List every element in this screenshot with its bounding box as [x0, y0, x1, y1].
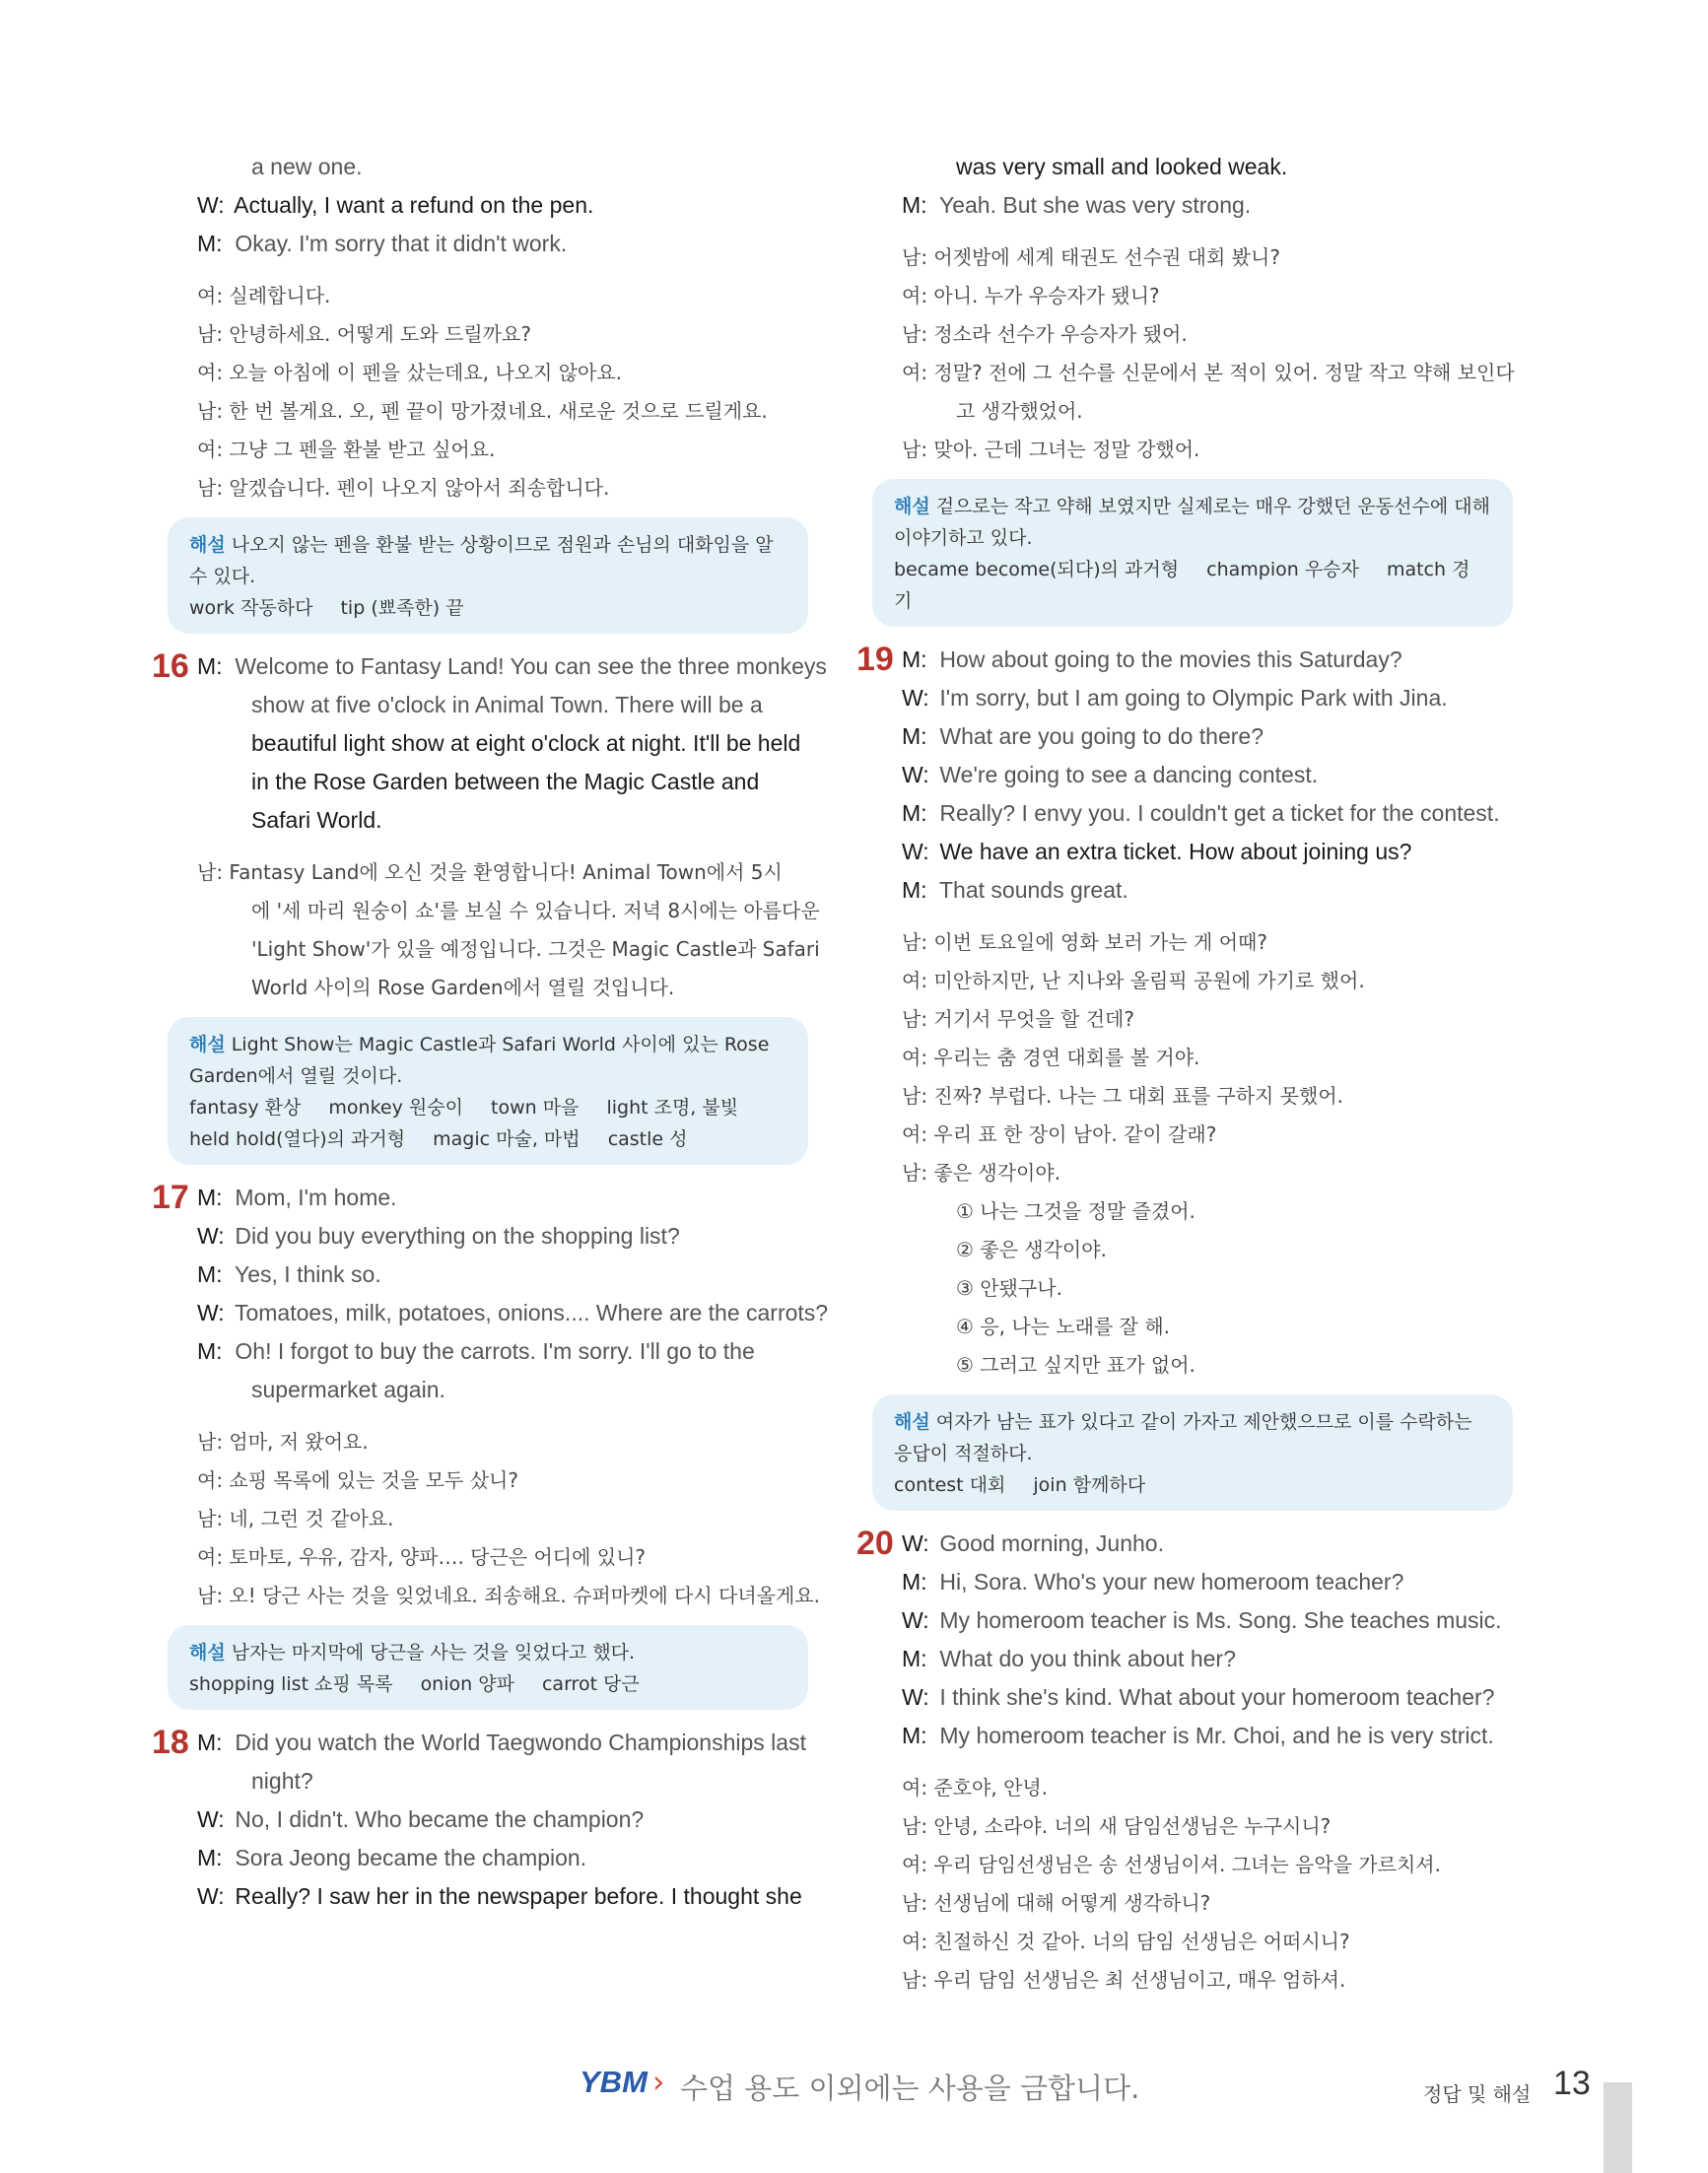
speaker-label: W: [902, 762, 929, 787]
explanation-body: 겉으로는 작고 약해 보였지만 실제로는 매우 강했던 운동선수에 대해 이야기하고 있다. [894, 496, 1490, 549]
speaker-label: M: [902, 800, 927, 826]
korean-line: 남: 정소라 선수가 우승자가 됐어. [902, 322, 1188, 346]
line-text: in the Rose Garden between the Magic Castle and [251, 769, 760, 794]
dialogue-line [902, 1601, 1552, 1640]
dialogue-line [902, 1717, 1552, 1755]
question-20 [856, 1525, 1552, 2000]
dialogue-line [197, 724, 848, 763]
line-text: Really? I envy you. I couldn't get a ticket for the contest. [939, 800, 1500, 826]
vocab-item: fantasy 환상 [189, 1097, 302, 1119]
line-text: I'm sorry, but I am going to Olympic Park with Jina. [939, 685, 1448, 711]
korean-line: 여: 오늘 아침에 이 펜을 샀는데요, 나오지 않아요. [197, 361, 623, 384]
korean-line: 남: 어젯밤에 세계 태권도 선수권 대회 봤니? [902, 245, 1280, 269]
speaker-label: W: [197, 192, 225, 218]
line-text: My homeroom teacher is Mr. Choi, and he is very strict. [939, 1723, 1494, 1748]
dialogue-line [197, 1217, 848, 1256]
vocab-item: became become(되다)의 과거형 [894, 559, 1180, 580]
dialogue-line [902, 1525, 1552, 1563]
korean-line: 남: 우리 담임 선생님은 최 선생님이고, 매우 엄하셔. [902, 1968, 1346, 1992]
q15-explanation-box [168, 517, 808, 634]
dialogue-line [197, 1762, 848, 1800]
explanation-text [894, 491, 1491, 554]
line-text: Did you watch the World Taegwondo Championships last [235, 1730, 806, 1755]
dialogue-line [902, 1640, 1552, 1678]
page-edge-tab [1604, 2082, 1632, 2173]
dialogue-line [902, 871, 1552, 910]
dialogue-line [197, 763, 848, 801]
speaker-label: M: [197, 1185, 223, 1210]
choice-1: ① 나는 그것을 정말 즐겼어. [956, 1199, 1196, 1223]
vocab-list [189, 592, 786, 624]
speaker-label: W: [902, 839, 929, 864]
line-text: Oh! I forgot to buy the carrots. I'm sorry. I'll go to the [235, 1338, 755, 1364]
explanation-body: 남자는 마지막에 당근을 사는 것을 잊었다고 했다. [231, 1642, 636, 1664]
page-footer [0, 2065, 1708, 2124]
line-text: How about going to the movies this Saturday? [939, 646, 1402, 672]
dialogue-line [197, 225, 848, 263]
korean-line: 남: Fantasy Land에 오신 것을 환영합니다! Animal Town에서 5시 [197, 860, 783, 884]
speaker-label: M: [902, 646, 927, 672]
dialogue-line [197, 647, 848, 686]
section-label: 정답 및 해설 [1423, 2082, 1532, 2106]
line-text: Yeah. But she was very strong. [938, 192, 1252, 218]
line-text: We're going to see a dancing contest. [939, 762, 1319, 787]
line-text: Okay. I'm sorry that it didn't work. [235, 231, 568, 256]
korean-line: 남: 한 번 볼게요. 오, 펜 끝이 망가졌네요. 새로운 것으로 드릴게요. [197, 399, 768, 423]
vocab-item: match 경기 [894, 559, 1470, 612]
korean-line: 남: 엄마, 저 왔어요. [197, 1430, 369, 1454]
speaker-label: M: [197, 653, 223, 679]
vocab-item: magic 마술, 마법 [433, 1128, 581, 1150]
explanation-tag: 해설 [894, 1411, 930, 1433]
korean-line: 남: 알겠습니다. 펜이 나오지 않아서 죄송합니다. [197, 476, 610, 500]
korean-line: 여: 아니. 누가 우승자가 됐니? [902, 284, 1160, 307]
line-text: Hi, Sora. Who's your new homeroom teacher? [939, 1569, 1404, 1595]
speaker-label: M: [197, 1338, 223, 1364]
question-17 [152, 1179, 848, 1710]
line-text: No, I didn't. Who became the champion? [235, 1806, 645, 1832]
line-text: Mom, I'm home. [235, 1185, 397, 1210]
explanation-tag: 해설 [189, 534, 226, 556]
dialogue-line [197, 186, 848, 225]
explanation-tag: 해설 [189, 1034, 226, 1055]
question-number: 17 [152, 1179, 189, 1216]
dialogue-line [902, 1563, 1552, 1601]
vocab-list [189, 1668, 786, 1700]
vocab-item: join 함께하다 [1033, 1474, 1146, 1496]
speaker-label: W: [197, 1300, 225, 1325]
usage-notice: 수업 용도 이외에는 사용을 금합니다. [680, 2071, 1140, 2105]
dialogue-line [902, 717, 1552, 756]
chevron-right-icon: › [652, 2065, 665, 2100]
choice-2: ② 좋은 생각이야. [956, 1238, 1107, 1261]
speaker-label: M: [197, 1845, 223, 1870]
korean-line: 여: 정말? 전에 그 선수를 신문에서 본 적이 있어. 정말 작고 약해 보인다 [902, 361, 1515, 384]
explanation-tag: 해설 [894, 496, 930, 517]
line-text: My homeroom teacher is Ms. Song. She teaches music. [939, 1607, 1502, 1633]
speaker-label: M: [902, 192, 927, 218]
line-text: a new one. [251, 154, 363, 179]
dialogue-line [197, 1179, 848, 1217]
explanation-text [894, 1406, 1491, 1469]
speaker-label: M: [902, 877, 927, 903]
speaker-label: W: [902, 1684, 929, 1710]
korean-line: 남: 맞아. 근데 그녀는 정말 강했어. [902, 438, 1200, 461]
explanation-text [189, 1637, 786, 1668]
dialogue-line [197, 148, 848, 186]
explanation-body: Light Show는 Magic Castle과 Safari World 사이에 있는 Rose Garden에서 열릴 것이다. [189, 1034, 770, 1087]
dialogue-line [197, 686, 848, 724]
korean-line: 남: 선생님에 대해 어떻게 생각하니? [902, 1891, 1211, 1915]
korean-line: 남: 거기서 무엇을 할 건데? [902, 1007, 1134, 1031]
explanation-body: 여자가 남는 표가 있다고 같이 가자고 제안했으므로 이를 수락하는 응답이 적절하다. [894, 1411, 1472, 1464]
speaker-label: W: [197, 1806, 225, 1832]
speaker-label: W: [197, 1223, 225, 1249]
vocab-item: contest 대회 [894, 1474, 1006, 1496]
line-text: We have an extra ticket. How about joining us? [939, 839, 1412, 864]
dialogue-line [197, 1294, 848, 1332]
korean-line: 여: 실례합니다. [197, 284, 331, 307]
question-number: 19 [856, 641, 894, 678]
korean-line: 남: 진짜? 부럽다. 나는 그 대회 표를 구하지 못했어. [902, 1084, 1344, 1108]
vocab-item: held hold(열다)의 과거형 [189, 1128, 406, 1150]
line-text: night? [251, 1768, 313, 1794]
q17-explanation-box [168, 1625, 808, 1710]
korean-line: 여: 친절하신 것 같아. 너의 담임 선생님은 어떠시니? [902, 1930, 1350, 1953]
left-column [152, 148, 848, 1916]
dialogue-line [902, 679, 1552, 717]
dialogue-line [902, 1678, 1552, 1717]
korean-line: 고 생각했었어. [956, 399, 1083, 423]
line-text: That sounds great. [938, 877, 1128, 903]
korean-line: 남: 오! 당근 사는 것을 잊었네요. 죄송해요. 슈퍼마켓에 다시 다녀올게요. [197, 1584, 821, 1607]
speaker-label: W: [902, 685, 929, 711]
q18-explanation-box [872, 479, 1513, 627]
ybm-logo: YBM [580, 2065, 648, 2099]
choice-4: ④ 응, 나는 노래를 잘 해. [956, 1315, 1170, 1338]
dialogue-line [197, 1724, 848, 1762]
korean-line: 남: 안녕, 소라야. 너의 새 담임선생님은 누구시니? [902, 1814, 1332, 1838]
line-text: supermarket again. [251, 1377, 445, 1402]
korean-line: 여: 토마토, 우유, 감자, 양파…. 당근은 어디에 있니? [197, 1545, 647, 1569]
korean-line: 여: 준호야, 안녕. [902, 1776, 1049, 1800]
speaker-label: M: [902, 723, 927, 749]
dialogue-line [197, 1256, 848, 1294]
line-text: What are you going to do there? [939, 723, 1264, 749]
korean-line: 여: 미안하지만, 난 지나와 올림픽 공원에 가기로 했어. [902, 969, 1365, 992]
korean-line: 여: 우리 표 한 장이 남아. 같이 갈래? [902, 1122, 1217, 1146]
dialogue-line [902, 186, 1552, 225]
line-text: was very small and looked weak. [956, 154, 1288, 179]
q15-korean-translation [197, 277, 848, 508]
page-number: 13 [1553, 2065, 1591, 2102]
q15-dialogue-tail [197, 148, 848, 263]
vocab-item: champion 우승자 [1206, 559, 1359, 580]
dialogue-line [197, 801, 848, 840]
question-number: 18 [152, 1724, 189, 1761]
line-text: Sora Jeong became the champion. [235, 1845, 587, 1870]
q18-dialogue-tail [902, 148, 1552, 225]
speaker-label: M: [197, 1261, 223, 1287]
korean-line: 남: 네, 그런 것 같아요. [197, 1507, 394, 1530]
korean-line: 에 '세 마리 원숭이 쇼'를 보실 수 있습니다. 저녁 8시에는 아름다운 [251, 899, 820, 922]
korean-line: 'Light Show'가 있을 예정입니다. 그것은 Magic Castle과 Safari [251, 937, 820, 961]
dialogue-line [902, 794, 1552, 833]
question-19 [856, 641, 1552, 1511]
line-text: I think she's kind. What about your homeroom teacher? [939, 1684, 1495, 1710]
vocab-item: town 마을 [491, 1097, 580, 1119]
korean-line: 여: 쇼핑 목록에 있는 것을 모두 샀니? [197, 1468, 518, 1492]
dialogue-line [197, 1371, 848, 1409]
dialogue-line [902, 756, 1552, 794]
speaker-label: M: [197, 231, 223, 256]
answer-choices [902, 1192, 1552, 1385]
line-text: Good morning, Junho. [939, 1530, 1164, 1556]
speaker-label: W: [902, 1607, 929, 1633]
choice-5: ⑤ 그러고 싶지만 표가 없어. [956, 1353, 1196, 1377]
speaker-label: W: [902, 1530, 929, 1556]
vocab-item: monkey 원숭이 [328, 1097, 463, 1119]
korean-line: 여: 우리는 춤 경연 대회를 볼 거야. [902, 1046, 1200, 1069]
line-text: Did you buy everything on the shopping list? [235, 1223, 680, 1249]
line-text: Really? I saw her in the newspaper before. I thought she [235, 1883, 802, 1909]
korean-line: 남: 안녕하세요. 어떻게 도와 드릴까요? [197, 322, 531, 346]
speaker-label: M: [902, 1569, 927, 1595]
line-text: beautiful light show at eight o'clock at night. It'll be held [251, 730, 801, 756]
vocab-list [894, 554, 1491, 617]
korean-line: 여: 우리 담임선생님은 송 선생님이셔. 그녀는 음악을 가르치셔. [902, 1853, 1441, 1876]
choice-3: ③ 안됐구나. [956, 1276, 1062, 1300]
speaker-label: M: [902, 1646, 927, 1671]
explanation-text [189, 529, 786, 592]
line-text: Actually, I want a refund on the pen. [234, 192, 594, 218]
korean-line: World 사이의 Rose Garden에서 열릴 것입니다. [251, 976, 675, 999]
dialogue-line [197, 1839, 848, 1877]
dialogue-line [902, 833, 1552, 871]
dialogue-line [197, 1800, 848, 1839]
vocab-item: light 조명, 불빛 [606, 1097, 739, 1119]
question-number: 20 [856, 1525, 894, 1562]
question-number: 16 [152, 647, 189, 685]
speaker-label: M: [902, 1723, 927, 1748]
explanation-tag: 해설 [189, 1642, 226, 1664]
q19-explanation-box [872, 1394, 1513, 1511]
speaker-label: W: [197, 1883, 225, 1909]
korean-line: 여: 그냥 그 펜을 환불 받고 싶어요. [197, 438, 496, 461]
question-18 [152, 1724, 848, 1916]
line-text: show at five o'clock in Animal Town. There will be a [251, 692, 763, 717]
q18-korean-translation [902, 238, 1552, 469]
korean-line: 남: 이번 토요일에 영화 보러 가는 게 어때? [902, 930, 1267, 954]
line-text: Tomatoes, milk, potatoes, onions.... Where are the carrots? [234, 1300, 829, 1325]
dialogue-line [197, 1877, 848, 1916]
dialogue-line [197, 1332, 848, 1371]
korean-line: 남: 좋은 생각이야. [902, 1161, 1061, 1185]
vocab-item: carrot 당근 [541, 1673, 640, 1695]
vocab-list [189, 1092, 786, 1155]
line-text: Safari World. [251, 807, 382, 833]
explanation-text [189, 1029, 786, 1092]
q16-explanation-box [168, 1017, 808, 1165]
vocab-item: work 작동하다 [189, 597, 313, 619]
dialogue-line [902, 641, 1552, 679]
vocab-item: shopping list 쇼핑 목록 [189, 1673, 393, 1695]
vocab-item: castle 성 [607, 1128, 688, 1150]
line-text: Welcome to Fantasy Land! You can see the three monkeys [235, 653, 827, 679]
speaker-label: M: [197, 1730, 223, 1755]
question-16 [152, 647, 848, 1165]
right-column [856, 148, 1552, 2000]
vocab-item: tip (뾰족한) 끝 [340, 597, 464, 619]
line-text: What do you think about her? [939, 1646, 1236, 1671]
dialogue-line [902, 148, 1552, 186]
explanation-body: 나오지 않는 펜을 환불 받는 상황이므로 점원과 손님의 대화임을 알 수 있다. [189, 534, 774, 587]
vocab-list [894, 1469, 1491, 1501]
line-text: Yes, I think so. [234, 1261, 381, 1287]
vocab-item: onion 양파 [420, 1673, 514, 1695]
